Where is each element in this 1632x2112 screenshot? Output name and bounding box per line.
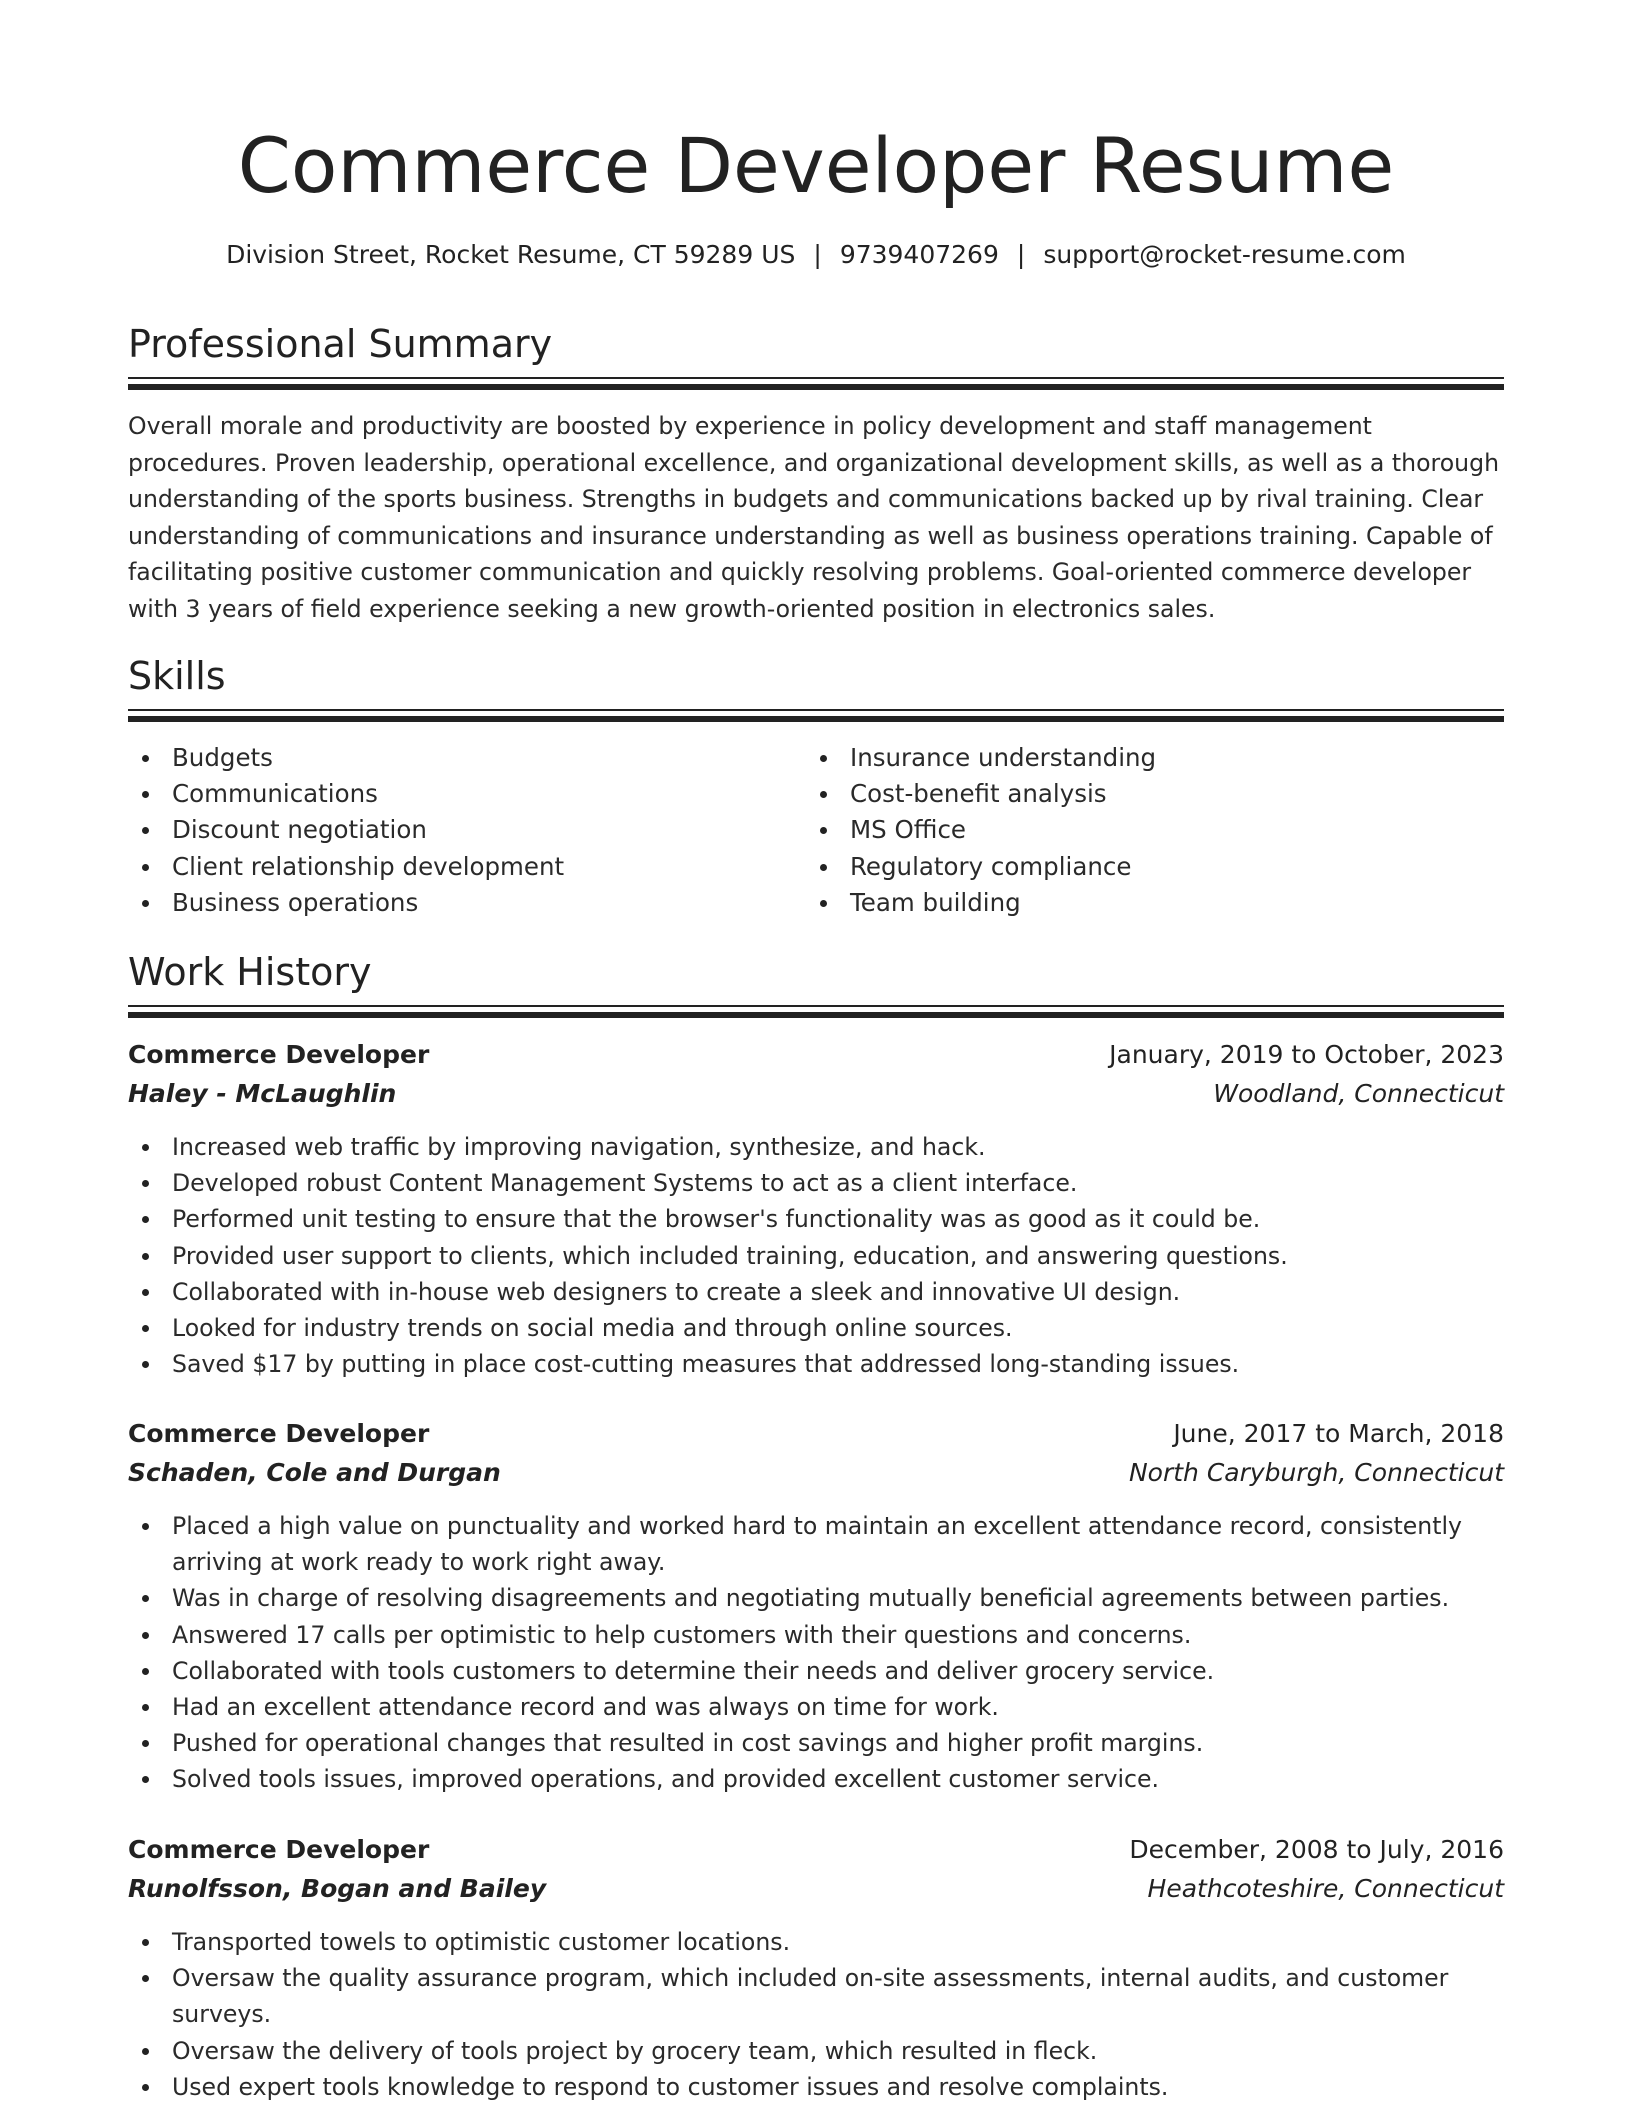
job-title: Commerce Developer (128, 1419, 430, 1448)
job-bullet: Performed unit testing to ensure that the browser's functionality was as good as it could be. (128, 1201, 1504, 1237)
job-subheader (128, 1455, 1504, 1491)
job-company: Schaden, Cole and Durgan (128, 1458, 501, 1487)
job-dates: January, 2019 to October, 2023 (1109, 1040, 1504, 1069)
job-bullet: Provided user support to clients, which included training, education, and answering questions. (128, 1238, 1504, 1274)
contact-address: Division Street, Rocket Resume, CT 59289 US (226, 240, 796, 269)
job-bullet: Collaborated with in-house web designers to create a sleek and innovative UI design. (128, 1274, 1504, 1310)
skill-item: Business operations (128, 885, 788, 921)
skill-item: Communications (128, 776, 788, 812)
section-divider-thick (128, 384, 1504, 390)
skills-list-left (128, 740, 788, 921)
job-bullet: Developed robust Content Management Systems to act as a client interface. (128, 1165, 1504, 1201)
job-company: Haley - McLaughlin (128, 1079, 397, 1108)
job-bullet: Placed a high value on punctuality and worked hard to maintain an excellent attendance record, consistently arriving at work ready to work right away. (128, 1508, 1504, 1580)
section-divider-thin (128, 377, 1504, 379)
skill-item: Budgets (128, 740, 788, 776)
job-bullet: Oversaw the delivery of tools project by grocery team, which resulted in fleck. (128, 2033, 1504, 2069)
resume-title: Commerce Developer Resume (237, 121, 1395, 210)
section-divider-thick (128, 716, 1504, 722)
skill-item: Team building (806, 885, 1466, 921)
job-dates: June, 2017 to March, 2018 (1173, 1419, 1504, 1448)
section-divider-thin (128, 709, 1504, 711)
job-title: Commerce Developer (128, 1040, 430, 1069)
skill-item: Regulatory compliance (806, 849, 1466, 885)
skills-list-right (806, 740, 1466, 921)
job-company: Runolfsson, Bogan and Bailey (128, 1874, 547, 1903)
job-bullet: Pushed for operational changes that resulted in cost savings and higher profit margins. (128, 1725, 1504, 1761)
job-bullet: Transported towels to optimistic customer locations. (128, 1924, 1504, 1960)
job-bullet: Saved $17 by putting in place cost-cutting measures that addressed long-standing issues. (128, 1346, 1504, 1382)
skills-heading: Skills (128, 654, 226, 698)
skills-section (128, 652, 1504, 700)
summary-heading: Professional Summary (128, 322, 553, 366)
job-location: North Caryburgh, Connecticut (1128, 1458, 1504, 1487)
job-dates: December, 2008 to July, 2016 (1129, 1835, 1504, 1864)
job-bullets (128, 1924, 1504, 2105)
job-bullet: Increased web traffic by improving navigation, synthesize, and hack. (128, 1129, 1504, 1165)
job-header (128, 1416, 1504, 1452)
job-bullet: Answered 17 calls per optimistic to help customers with their questions and concerns. (128, 1617, 1504, 1653)
job-bullet: Solved tools issues, improved operations, and provided excellent customer service. (128, 1761, 1504, 1797)
job-bullets (128, 1508, 1504, 1798)
contact-email: support@rocket-resume.com (1043, 240, 1406, 269)
skill-item: Discount negotiation (128, 812, 788, 848)
job-bullet: Was in charge of resolving disagreements and negotiating mutually beneficial agreements between parties. (128, 1580, 1504, 1616)
job-subheader (128, 1871, 1504, 1907)
contact-separator: | (813, 240, 822, 269)
work-history-heading: Work History (128, 950, 372, 994)
contact-separator: | (1016, 240, 1026, 269)
skill-item: Client relationship development (128, 849, 788, 885)
skill-item: MS Office (806, 812, 1466, 848)
job-subheader (128, 1076, 1504, 1112)
job-location: Woodland, Connecticut (1213, 1079, 1504, 1108)
job-bullet: Looked for industry trends on social media and through online sources. (128, 1310, 1504, 1346)
skill-item: Insurance understanding (806, 740, 1466, 776)
job-bullet: Collaborated with tools customers to determine their needs and deliver grocery service. (128, 1653, 1504, 1689)
job-bullets (128, 1129, 1504, 1382)
summary-section (128, 320, 1504, 368)
job-bullet: Had an excellent attendance record and was always on time for work. (128, 1689, 1504, 1725)
job-header (128, 1832, 1504, 1868)
job-title: Commerce Developer (128, 1835, 430, 1864)
summary-text: Overall morale and productivity are boosted by experience in policy development and staff management procedures. Proven leadership, operational excellence, and organizational development skills, as well as a thorough understanding of the sports business. Strengths in budgets and communications backed up by rival training. Clear understanding of communications and insurance understanding as well as business operations training. Capable of facilitating positive customer communication and quickly resolving problems. Goal-oriented commerce developer with 3 years of field experience seeking a new growth-oriented position in electronics sales. (128, 412, 1500, 623)
section-divider-thin (128, 1005, 1504, 1007)
work-history-section (128, 948, 1504, 996)
skill-item: Cost-benefit analysis (806, 776, 1466, 812)
contact-phone: 9739407269 (839, 240, 999, 269)
section-divider-thick (128, 1012, 1504, 1018)
contact-line (128, 238, 1504, 272)
job-header (128, 1037, 1504, 1073)
job-location: Heathcoteshire, Connecticut (1147, 1874, 1504, 1903)
job-bullet: Oversaw the quality assurance program, which included on-site assessments, internal audits, and customer surveys. (128, 1960, 1504, 2032)
job-bullet: Used expert tools knowledge to respond to customer issues and resolve complaints. (128, 2069, 1504, 2105)
